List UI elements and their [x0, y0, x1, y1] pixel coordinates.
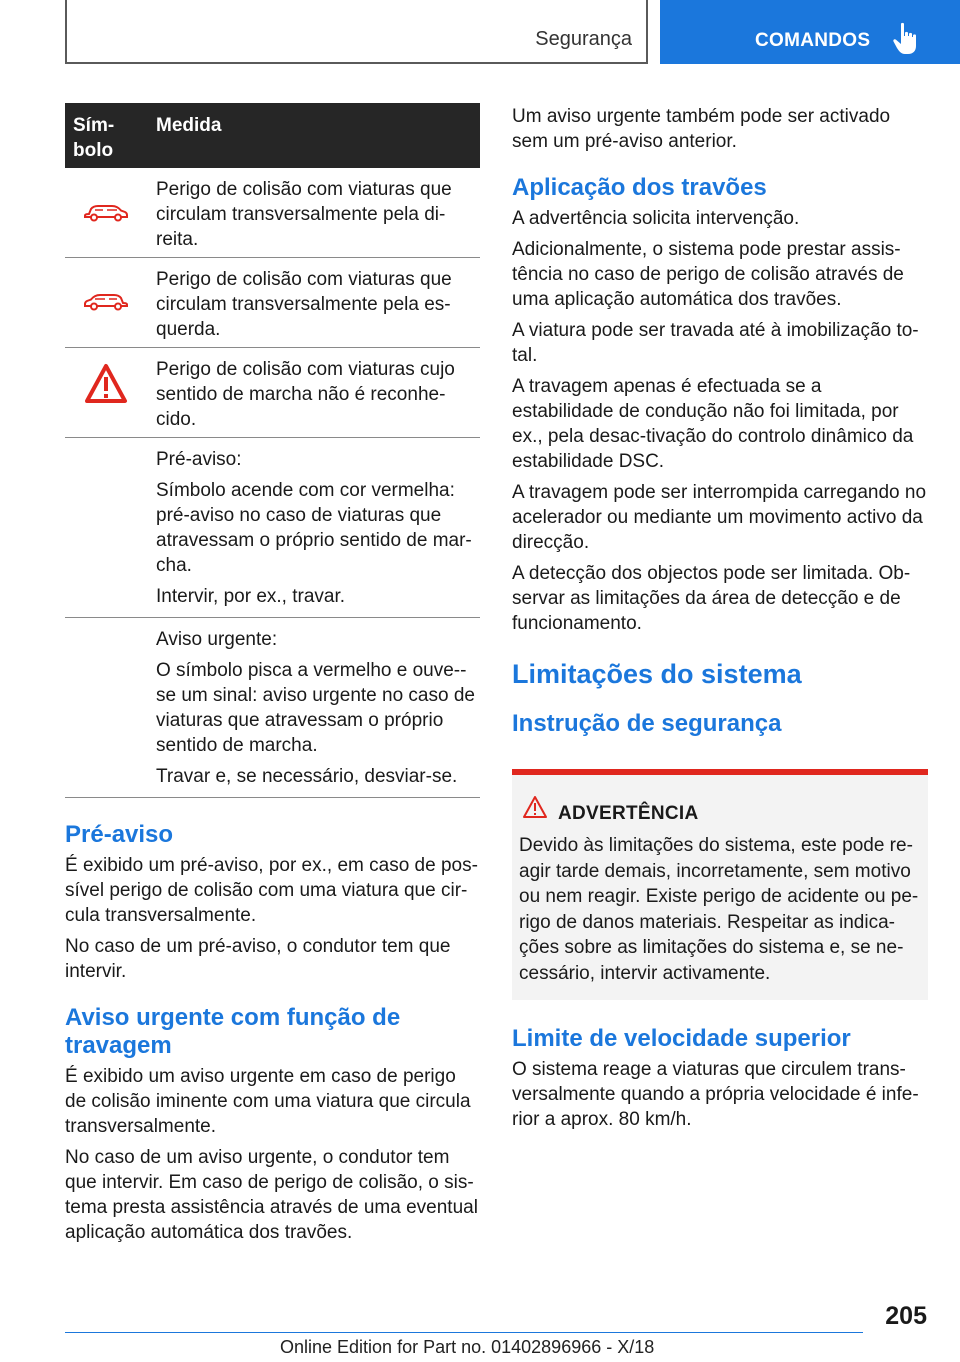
table-row: [65, 618, 480, 798]
right-column: [512, 104, 928, 742]
header-section-title: Segurança: [535, 28, 632, 50]
heading-aplicacao-travoes: Aplicação dos travões: [512, 174, 767, 201]
paragraph: Um aviso urgente também pode ser activado sem um pré-aviso anterior.: [512, 106, 891, 152]
table-header-row: [65, 103, 480, 168]
paragraph: A travagem pode ser interrompida carregando no acelerador ou mediante um movimento activo da direcção.: [512, 482, 927, 553]
paragraph: No caso de um aviso urgente, o condutor tem que intervir. Em caso de perigo de colisão, o sis-tema presta assistência através de uma eventual aplicação automática dos travões.: [65, 1147, 478, 1243]
heading-limite-velocidade: Limite de velocidade superior: [512, 1025, 851, 1052]
table-cell-text: O símbolo pisca a vermelho e ouve--se um sinal: aviso urgente no caso de viaturas que atravessam o próprio sentido de marcha.: [156, 660, 475, 756]
table-cell-text: Intervir, por ex., travar.: [156, 586, 346, 607]
warning-title: ADVERTÊNCIA: [558, 803, 699, 824]
header-section-box: [65, 0, 648, 64]
table-row: [65, 438, 480, 618]
paragraph: A viatura pode ser travada até à imobilização to-tal.: [512, 320, 919, 366]
warning-triangle-icon: [65, 362, 147, 406]
warning-text: Devido às limitações do sistema, este pode re-agir tarde demais, incorretamente, sem motivo ou nem reagir. Existe perigo de acidente ou pe-rigo de danos materiais. Respeitar as indica-ções sobre as limitações do sistema e, se ne-cessário, intervir activamente.: [519, 835, 919, 984]
paragraph: O sistema reage a viaturas que circulem trans-versalmente quando a própria velocidade é infe-rior a aprox. 80 km/h.: [512, 1059, 919, 1130]
table-cell-text: Símbolo acende com cor vermelha: pré-aviso no caso de viaturas que atravessam o próprio sentido de mar-cha.: [156, 480, 472, 576]
footer-divider: [65, 1332, 863, 1333]
symbol-table: [65, 103, 480, 798]
table-row: [65, 168, 480, 258]
heading-instrucao-seguranca: Instrução de segurança: [512, 710, 782, 737]
paragraph: É exibido um aviso urgente em caso de perigo de colisão iminente com uma viatura que circula transversalmente.: [65, 1066, 471, 1137]
heading-limitacoes-sistema: Limitações do sistema: [512, 659, 802, 689]
table-row: [65, 348, 480, 438]
paragraph: A detecção dos objectos pode ser limitada. Ob-servar as limitações da área de detecção e de funcionamento.: [512, 563, 911, 634]
table-cell-text: Pré-aviso:: [156, 449, 242, 470]
table-cell-text: Travar e, se necessário, desviar-se.: [156, 766, 458, 787]
paragraph: É exibido um pré-aviso, por ex., em caso de pos-sível perigo de colisão com uma viatura que cir-cula transversalmente.: [65, 855, 478, 926]
heading-preaviso: Pré-aviso: [65, 821, 174, 848]
heading-aviso-urgente: Aviso urgente com função de travagem: [65, 1004, 401, 1059]
footer-edition: Online Edition for Part no. 01402896966 - X/18: [280, 1337, 655, 1357]
table-cell-text: Perigo de colisão com viaturas que circulam transversalmente pela es-querda.: [156, 269, 452, 340]
paragraph: A travagem apenas é efectuada se a estabilidade de condução não foi limitada, por ex., pela desac-tivação do controlo dinâmico da estabilidade DSC.: [512, 376, 914, 472]
header-chapter-tab[interactable]: [660, 0, 960, 64]
warning-triangle-icon: [522, 795, 548, 819]
right-column-lower: [512, 1025, 928, 1138]
warning-box: [512, 769, 928, 1000]
table-row: [65, 258, 480, 348]
table-cell-text: Perigo de colisão com viaturas cujo sentido de marcha não é reconhe-cido.: [156, 359, 455, 430]
page-number: 205: [885, 1302, 927, 1330]
table-cell-text: Perigo de colisão com viaturas que circulam transversalmente pela di-reita.: [156, 179, 452, 250]
pointing-hand-icon: [892, 22, 922, 56]
car-side-icon: [65, 196, 147, 226]
header-chapter-title: COMANDOS: [755, 30, 871, 51]
car-side-icon: [65, 285, 147, 315]
table-header-measure: Medida: [156, 115, 222, 136]
paragraph: No caso de um pré-aviso, o condutor tem que intervir.: [65, 936, 451, 982]
paragraph: A advertência solicita intervenção.: [512, 208, 800, 229]
paragraph: Adicionalmente, o sistema pode prestar assis-tência no caso de perigo de colisão através de uma aplicação automática dos travões.: [512, 239, 904, 310]
table-cell-text: Aviso urgente:: [156, 629, 278, 650]
left-column: [65, 821, 480, 1251]
table-header-symbol: Sím- bolo: [73, 115, 115, 161]
